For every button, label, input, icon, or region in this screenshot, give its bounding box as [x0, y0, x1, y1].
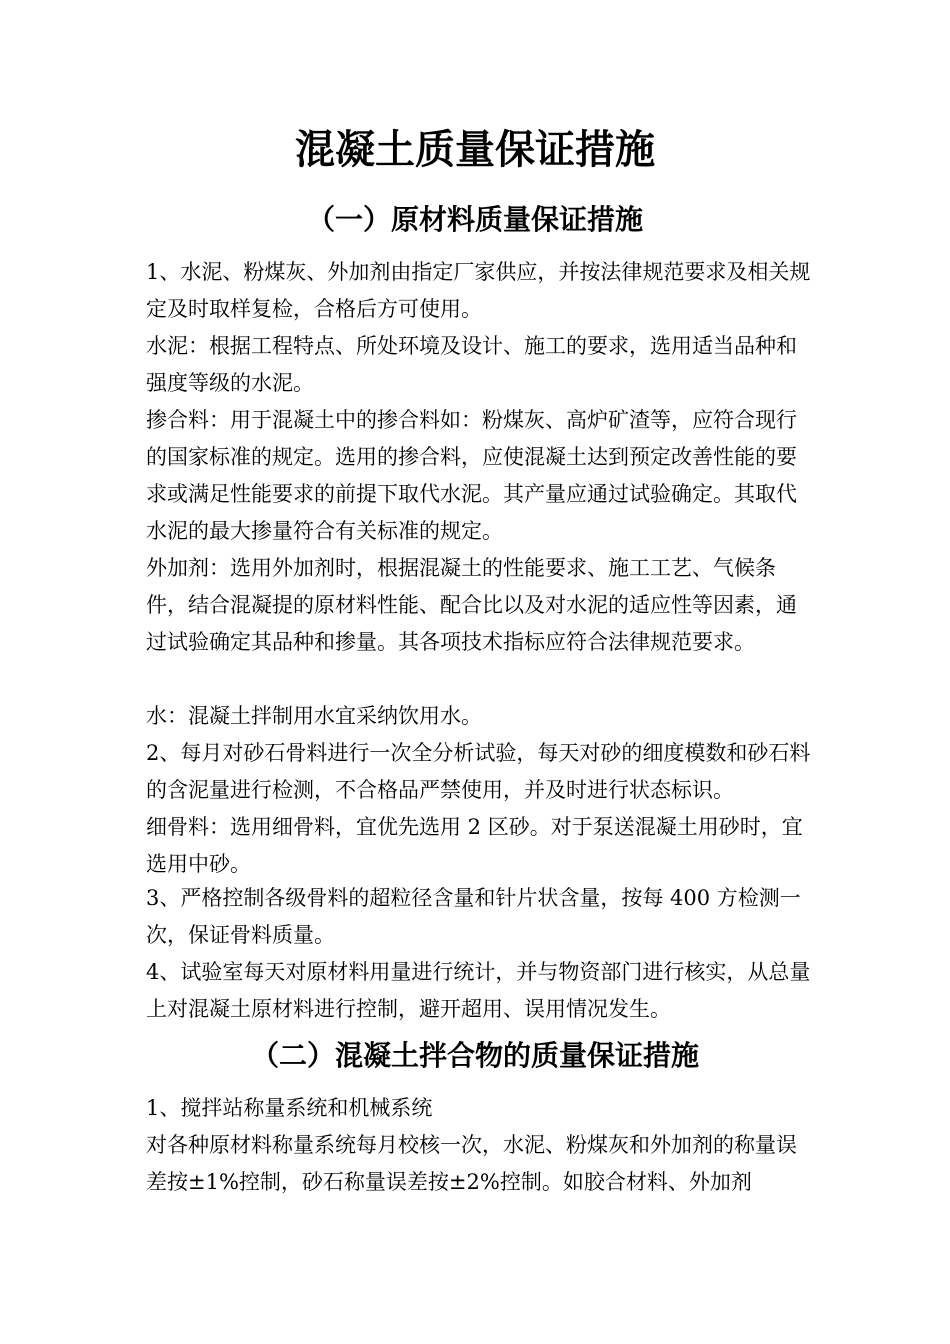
document-title: 混凝土质量保证措施: [295, 126, 655, 173]
paragraph: 1、搅拌站称量系统和机械系统: [146, 1096, 433, 1120]
paragraph: 外加剂：选用外加剂时，根据混凝土的性能要求、施工工艺、气候条件，结合混凝提的原材料性能、配合比以及对水泥的适应性等因素，通过试验确定其品种和掺量。其各项技术指标应符合法律规范要求。: [146, 556, 797, 654]
paragraph: 2、每月对砂石骨料进行一次全分析试验，每天对砂的细度模数和砂石料的含泥量进行检测，不合格品严禁使用，并及时进行状态标识。: [146, 741, 811, 802]
paragraph: 细骨料：选用细骨料，宜优先选用 2 区砂。对于泵送混凝土用砂时，宜选用中砂。: [146, 815, 803, 876]
paragraph: 对各种原材料称量系统每月校核一次，水泥、粉煤灰和外加剂的称量误差按±1%控制，砂石称量误差按±2%控制。如胶合材料、外加剂: [146, 1133, 797, 1194]
paragraph: 掺合料：用于混凝土中的掺合料如：粉煤灰、高炉矿渣等，应符合现行的国家标准的规定。选用的掺合料，应使混凝土达到预定改善性能的要求或满足性能要求的前提下取代水泥。其产量应通过试验确定。其取代水泥的最大掺量符合有关标准的规定。: [146, 408, 797, 543]
section-heading-2: （二）混凝土拌合物的质量保证措施: [250, 1039, 699, 1072]
section-heading-1: （一）原材料质量保证措施: [306, 203, 643, 236]
paragraph: 水泥：根据工程特点、所处环境及设计、施工的要求，选用适当品种和强度等级的水泥。: [146, 334, 797, 395]
paragraph: 3、严格控制各级骨料的超粒径含量和针片状含量，按每 400 方检测一次，保证骨料质量。: [146, 886, 801, 947]
paragraph: 4、试验室每天对原材料用量进行统计，并与物资部门进行核实，从总量上对混凝土原材料进行控制，避开超用、误用情况发生。: [146, 960, 811, 1021]
paragraph: 1、水泥、粉煤灰、外加剂由指定厂家供应，并按法律规范要求及相关规定及时取样复检，合格后方可使用。: [146, 260, 811, 321]
paragraph: 水：混凝土拌制用水宜采纳饮用水。: [146, 704, 482, 728]
